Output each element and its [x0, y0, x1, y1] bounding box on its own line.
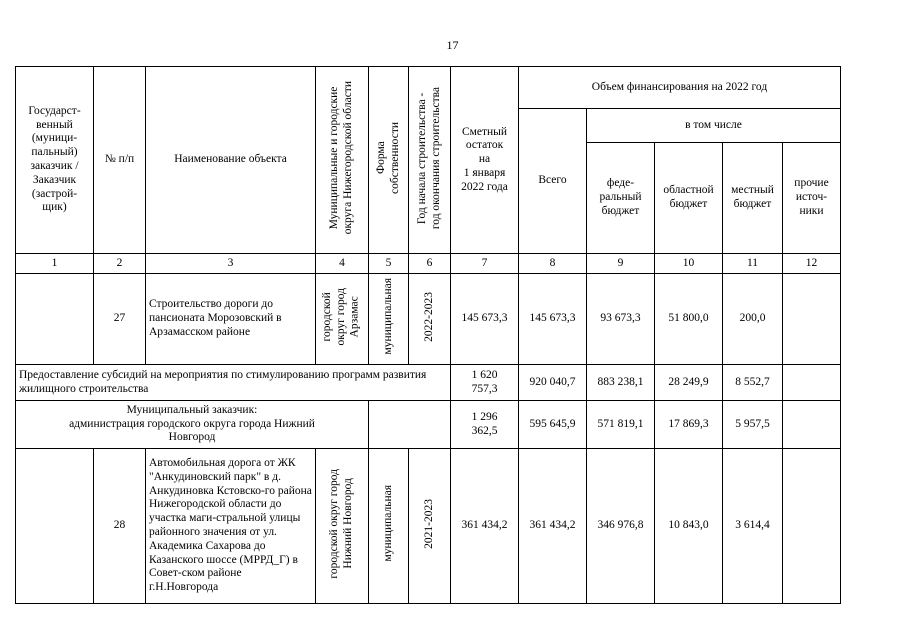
subsidy-label: Предоставление субсидий на мероприятия по стимулированию программ развития жилищного строительства — [16, 365, 451, 401]
header-local: местный бюджет — [723, 143, 783, 254]
customer-row — [16, 401, 841, 449]
row27-years — [409, 274, 451, 365]
header-ownership — [369, 67, 409, 254]
row27-object-name: Строительство дороги до пансионата Морозовский в Арзамасском районе — [146, 274, 316, 365]
row27-ownership-text: муниципальная — [381, 278, 394, 355]
subsidy-regional: 28 249,9 — [655, 365, 723, 401]
col-num-1: 1 — [16, 254, 94, 274]
row27-district-text: городской округ город Арзамас — [321, 287, 361, 346]
header-customer: Государст- венный (муници- пальный) заказчик / Заказчик (застрой- щик) — [16, 67, 94, 254]
header-other: прочие источ- ники — [783, 143, 841, 254]
row28-federal: 346 976,8 — [587, 449, 655, 604]
header-balance: Сметный остаток на 1 января 2022 года — [451, 67, 519, 254]
col-num-12: 12 — [783, 254, 841, 274]
row28-total: 361 434,2 — [519, 449, 587, 604]
customer-balance: 1 296 362,5 — [451, 401, 519, 449]
col-num-5: 5 — [369, 254, 409, 274]
column-number-row — [16, 254, 841, 274]
customer-total: 595 645,9 — [519, 401, 587, 449]
row27-local: 200,0 — [723, 274, 783, 365]
row27-other — [783, 274, 841, 365]
row28-years-text: 2021-2023 — [422, 498, 435, 549]
header-total: Всего — [519, 109, 587, 254]
row28-object-name: Автомобильная дорога от ЖК "Анкудиновский парк" в д. Анкудиновка Кстовско-го района Нижегородской области до участка маги-стральной улицы районного значения от ул. Академика Сахарова до Казанского шоссе (МРРД_Г) в Совет-ском районе г.Н.Новгорода — [146, 449, 316, 604]
col-num-11: 11 — [723, 254, 783, 274]
customer-federal: 571 819,1 — [587, 401, 655, 449]
row28-number: 28 — [94, 449, 146, 604]
row27-years-text: 2022-2023 — [422, 291, 435, 342]
header-including: в том числе — [587, 109, 841, 143]
row27-number: 27 — [94, 274, 146, 365]
subsidy-row — [16, 365, 841, 401]
row28-ownership — [369, 449, 409, 604]
subsidy-balance: 1 620 757,3 — [451, 365, 519, 401]
col-num-8: 8 — [519, 254, 587, 274]
header-ownership-text: Форма собственности — [374, 121, 401, 194]
page-number: 17 — [446, 38, 459, 52]
subsidy-federal: 883 238,1 — [587, 365, 655, 401]
col-num-7: 7 — [451, 254, 519, 274]
table-row-27 — [16, 274, 841, 365]
header-federal: феде- ральный бюджет — [587, 143, 655, 254]
header-number: № п/п — [94, 67, 146, 254]
row28-local: 3 614,4 — [723, 449, 783, 604]
subsidy-total: 920 040,7 — [519, 365, 587, 401]
customer-local: 5 957,5 — [723, 401, 783, 449]
row28-ownership-text: муниципальная — [381, 485, 394, 562]
row27-balance: 145 673,3 — [451, 274, 519, 365]
customer-other — [783, 401, 841, 449]
customer-regional: 17 869,3 — [655, 401, 723, 449]
row28-years — [409, 449, 451, 604]
row28-customer — [16, 449, 94, 604]
header-regional: областной бюджет — [655, 143, 723, 254]
row28-other — [783, 449, 841, 604]
customer-empty — [369, 401, 451, 449]
row27-total: 145 673,3 — [519, 274, 587, 365]
col-num-4: 4 — [316, 254, 369, 274]
table-row-28 — [16, 449, 841, 604]
header-years-text: Год начала строительства - год окончания строительства — [415, 86, 442, 229]
subsidy-local: 8 552,7 — [723, 365, 783, 401]
row27-regional: 51 800,0 — [655, 274, 723, 365]
col-num-6: 6 — [409, 254, 451, 274]
row27-ownership — [369, 274, 409, 365]
header-funding: Объем финансирования на 2022 год — [519, 67, 841, 109]
financing-table — [15, 66, 841, 604]
row27-district — [316, 274, 369, 365]
row28-district — [316, 449, 369, 604]
row28-district-text: городской округ город Нижний Новгород — [328, 468, 354, 579]
col-num-3: 3 — [146, 254, 316, 274]
customer-label: Муниципальный заказчик: администрация городского округа города Нижний Новгород — [16, 401, 369, 449]
header-years — [409, 67, 451, 254]
subsidy-other — [783, 365, 841, 401]
header-object-name: Наименование объекта — [146, 67, 316, 254]
row27-customer — [16, 274, 94, 365]
col-num-2: 2 — [94, 254, 146, 274]
row27-federal: 93 673,3 — [587, 274, 655, 365]
row28-regional: 10 843,0 — [655, 449, 723, 604]
col-num-10: 10 — [655, 254, 723, 274]
header-district — [316, 67, 369, 254]
col-num-9: 9 — [587, 254, 655, 274]
row28-balance: 361 434,2 — [451, 449, 519, 604]
header-district-text: Муниципальные и городские округа Нижегородской области — [328, 80, 354, 235]
